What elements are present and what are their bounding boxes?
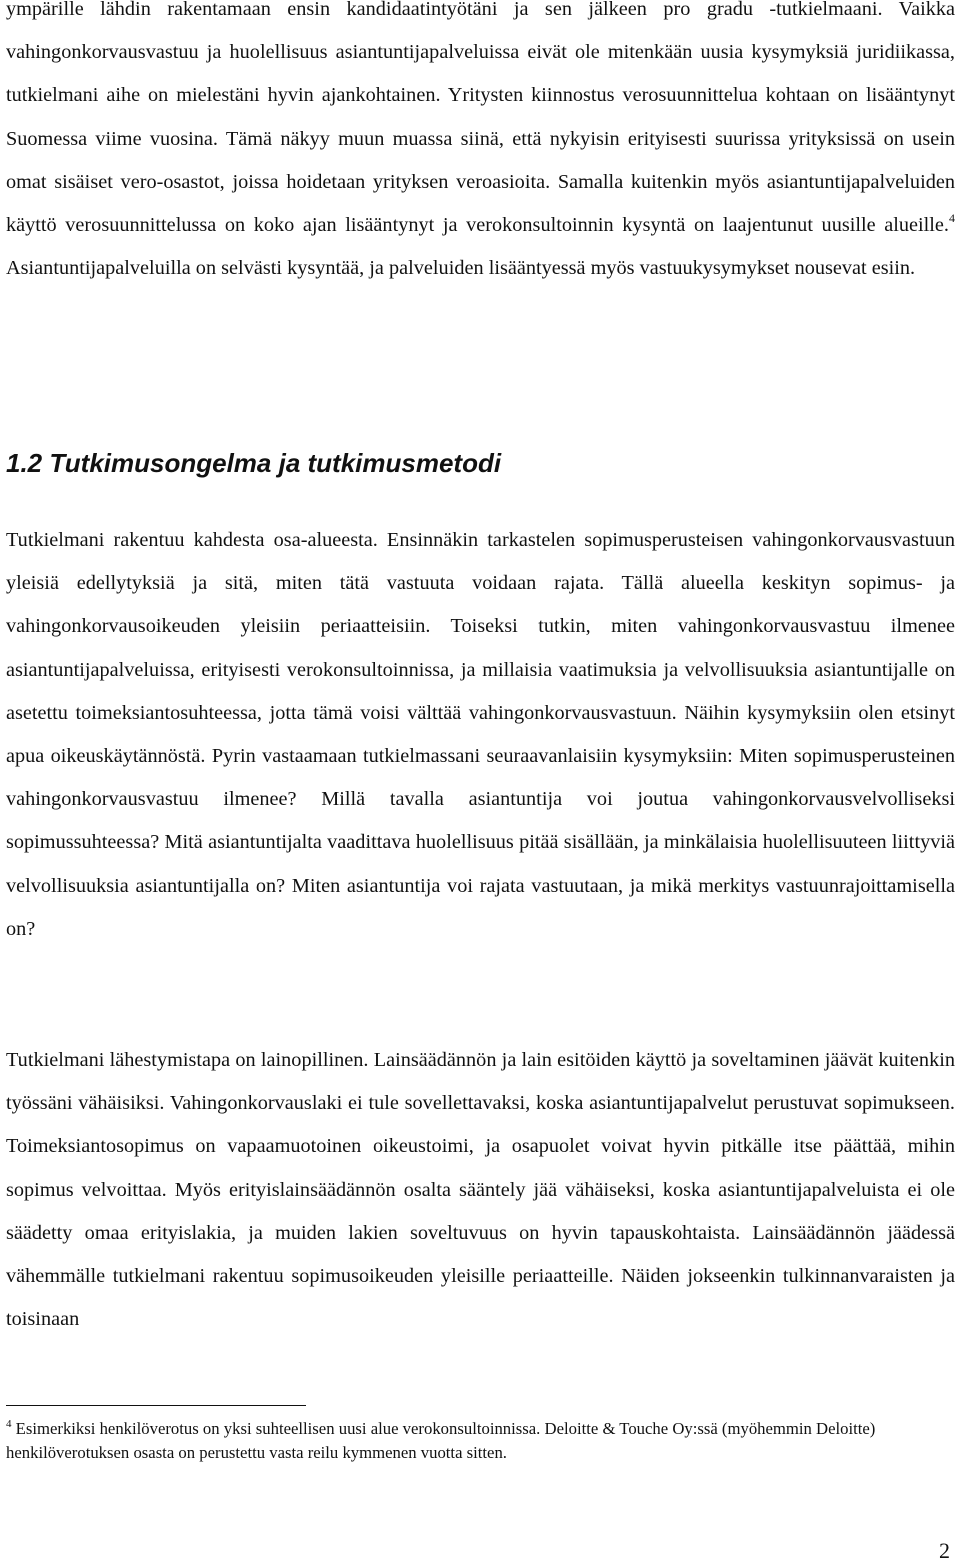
- footnote-marker: 4: [6, 1418, 12, 1430]
- intro-text-a: ympärille lähdin rakentamaan ensin kandidaatintyötäni ja sen jälkeen pro gradu -tutkielmaani. Vaikka vahingonkorvausvastuu ja huolellisuus asiantuntijapalveluissa eivät ole mitenkään uusia kysymyksiä juridiikassa, tutkielmani aihe on mielestäni hyvin ajankohtainen. Yritysten kiinnostus verosuunnittelua kohtaan on lisääntynyt Suomessa viime vuosina. Tämä näkyy muun muassa siinä, että nykyisin erityisesti suurissa yrityksissä on usein omat sisäiset vero-osastot, joissa hoidetaan yrityksen veroasioita. Samalla kuitenkin myös asiantuntijapalveluiden käyttö verosuunnittelussa on koko ajan lisääntynyt ja verokonsultoinnin kysyntä on laajentunut uusille alueille.: [6, 0, 955, 237]
- research-problem-paragraph: Tutkielmani rakentuu kahdesta osa-alueesta. Ensinnäkin tarkastelen sopimusperusteisen vahingonkorvausvastuun yleisiä edellytyksiä ja sitä, miten tätä vastuuta voidaan rajata. Tällä alueella keskityn sopimus- ja vahingonkorvausoikeuden yleisiin periaatteisiin. Toiseksi tutkin, miten vahingonkorvausvastuu ilmenee asiantuntijapalveluissa, erityisesti verokonsultoinnissa, ja millaisia vaatimuksia ja velvollisuuksia asiantuntijalle on asetettu toimeksiantosuhteessa, jotta tämä voisi välttää vahingonkorvausvastuun. Näihin kysymyksiin olen etsinyt apua oikeuskäytännöstä. Pyrin vastaamaan tutkielmassani seuraavanlaisiin kysymyksiin: Miten sopimusperusteinen vahingonkorvausvastuu ilmenee? Millä tavalla asiantuntija voi joutua vahingonkorvausvelvolliseksi sopimussuhteessa? Mitä asiantuntijalta vaadittava huolellisuus pitää sisällään, ja minkälaisia huolellisuuteen liittyviä velvollisuuksia asiantuntijalla on? Miten asiantuntija voi rajata vastuutaan, ja mikä merkitys vastuunrajoittamisella on?: [6, 529, 955, 940]
- footnote-text: Esimerkiksi henkilöverotus on yksi suhteellisen uusi alue verokonsultoinnissa. Deloitte & Touche Oy:ssä (myöhemmin Deloitte) henkilöverotuksen osasta on perustettu vasta reilu kymmenen vuotta sitten.: [6, 1419, 876, 1462]
- footnote: [6, 1417, 955, 1465]
- intro-text-b: Asiantuntijapalveluilla on selvästi kysyntää, ja palveluiden lisääntyessä myös vastuukysymykset nousevat esiin.: [6, 257, 916, 280]
- footnote-separator: [6, 1405, 306, 1406]
- section-heading: 1.2 Tutkimusongelma ja tutkimusmetodi: [6, 448, 502, 478]
- research-method-paragraph: Tutkielmani lähestymistapa on lainopillinen. Lainsäädännön ja lain esitöiden käyttö ja soveltaminen jäävät kuitenkin työssäni vähäisiksi. Vahingonkorvauslaki ei tule sovellettavaksi, koska asiantuntijapalvelut perustuvat sopimukseen. Toimeksiantosopimus on vapaamuotoinen oikeustoimi, ja osapuolet voivat hyvin pitkälle itse päättää, mihin sopimus velvoittaa. Myös erityislainsäädännön osalta sääntely jää vähäiseksi, koska asiantuntijapalveluista ei ole säädetty omaa erityislakia, ja muiden lakien soveltuvuus on hyvin tapauskohtaista. Lainsäädännön jäädessä vähemmälle tutkielmani rakentuu sopimusoikeuden yleisille periaatteille. Näiden jokseenkin tulkinnanvaraisten ja toisinaan: [6, 1049, 955, 1331]
- page-number: 2: [939, 1538, 950, 1563]
- intro-paragraph: [6, 0, 955, 290]
- footnote-reference[interactable]: 4: [949, 211, 955, 226]
